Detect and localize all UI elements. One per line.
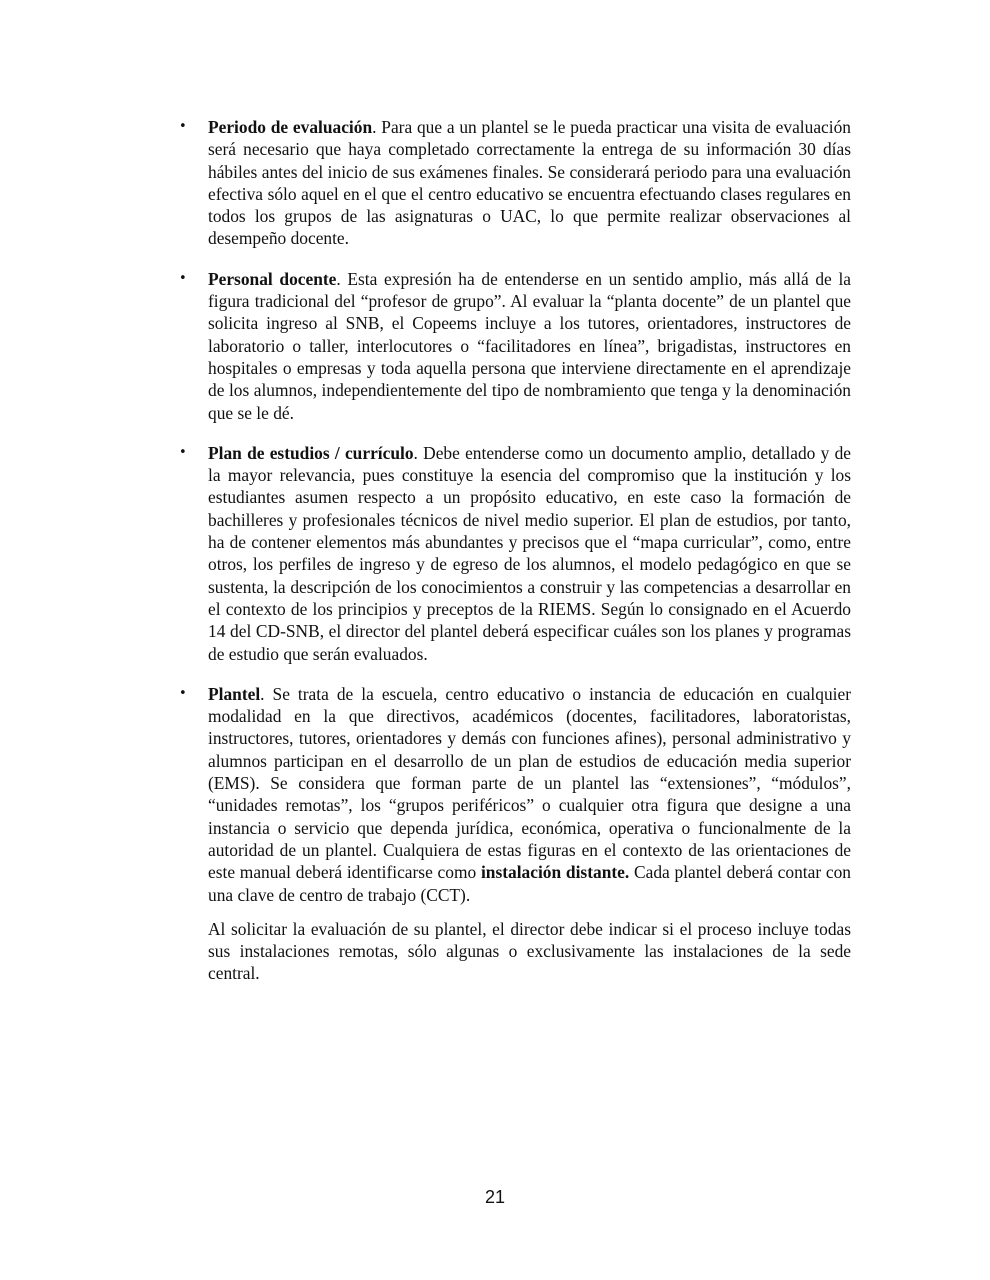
paragraph-text: . Debe entenderse como un documento amplio, detallado y de la mayor relevancia, pues constituye la esencia del compromiso que la institución y los estudiantes asumen respecto a un propósito educativo, en este caso la formación de bachilleres y profesionales técnicos de nivel medio superior. El plan de estudios, por tanto, ha de contener elementos más abundantes y precisos que el “mapa curricular”, como, entre otros, los perfiles de ingreso y de egreso de los alumnos, el modelo pedagógico en que se sustenta, la descripción de los conocimientos a construir y las competencias a desarrollar en el contexto de los principios y preceptos de la RIEMS. Según lo consignado en el Acuerdo 14 del CD-SNB, el director del plantel deberá especificar cuáles son los planes y programas de estudio que serán evaluados. (208, 442, 851, 664)
page-content (179, 116, 852, 1003)
paragraph-text: . Para que a un plantel se le pueda practicar una visita de evaluación será necesario que haya completado correctamente la entrega de su información 30 días hábiles antes del inicio de sus exámenes finales. Se considerará periodo para una evaluación efectiva sólo aquel en el que el centro educativo se encuentra efectuando clases regulares en todos los grupos de las asignaturas o UAC, lo que permite realizar observaciones al desempeño docente. (208, 117, 851, 249)
paragraph (208, 268, 851, 424)
paragraph (208, 116, 851, 250)
term-heading: Plan de estudios / currículo (208, 442, 414, 463)
list-item-periodo (179, 116, 851, 250)
term-heading: Plantel (208, 683, 261, 704)
bullet-icon: • (179, 270, 187, 286)
paragraph-text: . Esta expresión ha de entenderse en un sentido amplio, más allá de la figura tradicional del “profesor de grupo”. Al evaluar la “planta docente” de un plantel que solicita ingreso al SNB, el Copeems incluye a los tutores, orientadores, instructores de laboratorio o taller, interlocutores o “facilitadores en línea”, brigadistas, instructores en hospitales o empresas y toda aquella persona que interviene directamente en el aprendizaje de los alumnos, independientemente del tipo de nombramiento que tenga y la denominación que se le dé. (208, 268, 851, 423)
list-item-plantel (179, 683, 852, 985)
page-number: 21 (484, 1187, 506, 1207)
bullet-icon: • (179, 119, 187, 134)
bullet-icon: • (179, 685, 187, 701)
paragraph (208, 442, 851, 665)
paragraph (208, 683, 851, 906)
list-item-personal-docente (179, 268, 851, 424)
term-heading: Periodo de evaluación (208, 117, 373, 137)
paragraph-text-end: Cada plantel deberá contar con una clave de centro de trabajo (CCT). (208, 862, 852, 905)
extra-paragraph: Al solicitar la evaluación de su plantel, el director debe indicar si el proceso incluye todas sus instalaciones remotas, sólo algunas o exclusivamente las instalaciones de la sede central. (208, 918, 851, 984)
term-heading: Personal docente (208, 268, 337, 289)
paragraph-text: . Se trata de la escuela, centro educativo o instancia de educación en cualquier modalidad en la que directivos, académicos (docentes, facilitadores, laboratoristas, instructores, tutores, orientadores y demás con funciones afines), personal administrativo y alumnos participan en el desarrollo de un plan de estudios de educación media superior (EMS). Se considera que forman parte de un plantel las “extensiones”, “módulos”, “unidades remotas”, los “grupos periféricos” o cualquier otra figura que designe a una instancia o servicio que dependa jurídica, económica, operativa o funcionalmente de la autoridad de un plantel. Cualquiera de estas figuras en el contexto de las orientaciones de este manual deberá identificarse como (208, 683, 851, 883)
bullet-icon: • (179, 444, 187, 460)
list-item-plan-de-estudios (179, 442, 851, 665)
bold-inline-term: instalación distante. (480, 862, 630, 883)
